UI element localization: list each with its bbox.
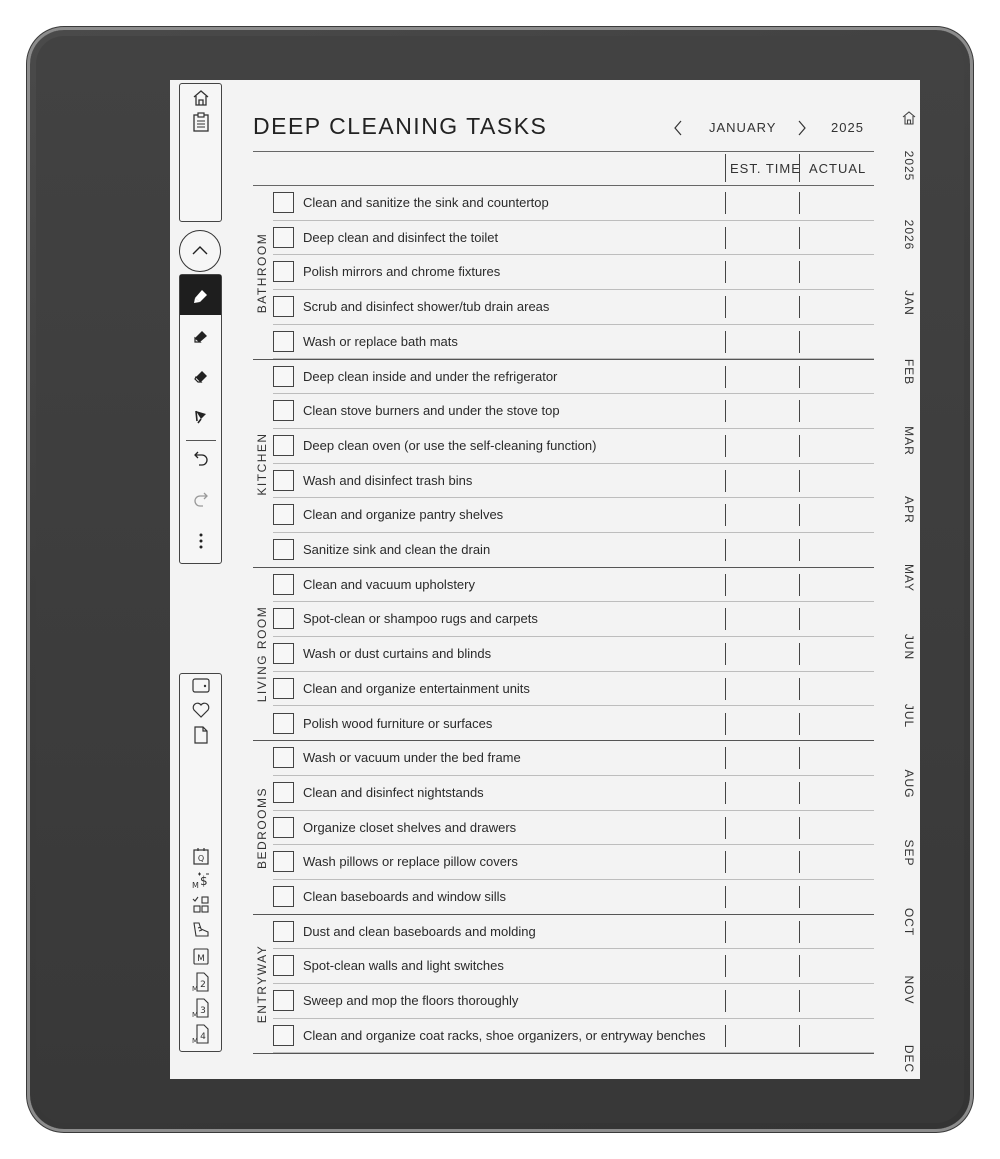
actual-cell[interactable] (799, 261, 800, 283)
side-tab[interactable]: OCT (902, 907, 916, 936)
shoe-icon[interactable] (191, 920, 211, 940)
task-text: Clean and organize coat racks, shoe organizers, or entryway benches (303, 1027, 706, 1043)
highlighter-icon[interactable] (192, 327, 210, 345)
side-tab[interactable]: JUL (902, 703, 916, 728)
task-row (253, 776, 874, 811)
task-checkbox[interactable] (273, 400, 294, 421)
svg-text:M: M (192, 881, 199, 890)
actual-cell[interactable] (799, 539, 800, 561)
est-time-cell[interactable] (725, 678, 726, 700)
pen-icon (192, 286, 210, 304)
est-time-cell[interactable] (725, 366, 726, 388)
actual-cell[interactable] (799, 331, 800, 353)
svg-text:M: M (192, 1037, 199, 1045)
actual-cell[interactable] (799, 886, 800, 908)
est-time-cell[interactable] (725, 504, 726, 526)
est-time-cell[interactable] (725, 400, 726, 422)
checklist-icon[interactable] (191, 895, 211, 915)
actual-cell[interactable] (799, 192, 800, 214)
m-icon-label: M (197, 954, 205, 964)
task-checkbox[interactable] (273, 851, 294, 872)
est-time-cell[interactable] (725, 713, 726, 735)
task-row (253, 915, 874, 950)
task-checkbox[interactable] (273, 990, 294, 1011)
section-rule (253, 1053, 874, 1054)
pen-tool-button[interactable] (180, 275, 221, 315)
est-time-cell[interactable] (725, 296, 726, 318)
task-checkbox[interactable] (273, 643, 294, 664)
eraser-icon[interactable] (192, 367, 210, 385)
est-time-cell[interactable] (725, 643, 726, 665)
task-text: Scrub and disinfect shower/tub drain areas (303, 299, 550, 315)
task-text: Clean and organize pantry shelves (303, 507, 504, 523)
m2-icon-label: 2 (200, 980, 206, 990)
marker-icon[interactable] (192, 407, 210, 425)
actual-cell[interactable] (799, 782, 800, 804)
est-time-cell[interactable] (725, 817, 726, 839)
chevron-right-icon[interactable] (797, 120, 807, 136)
task-row (253, 533, 874, 568)
actual-cell[interactable] (799, 574, 800, 596)
redo-icon[interactable] (192, 489, 210, 507)
svg-text:Q: Q (197, 854, 205, 863)
task-text: Wash and disinfect trash bins (303, 472, 473, 488)
task-checkbox[interactable] (273, 435, 294, 456)
task-text: Wash or replace bath mats (303, 333, 458, 349)
est-time-cell[interactable] (725, 1025, 726, 1047)
task-checkbox[interactable] (273, 886, 294, 907)
year-label[interactable]: 2025 (831, 120, 864, 135)
actual-cell[interactable] (799, 296, 800, 318)
task-checkbox[interactable] (273, 331, 294, 352)
calendar-q-icon[interactable] (192, 846, 210, 866)
task-checkbox[interactable] (273, 678, 294, 699)
svg-text:M: M (192, 1011, 199, 1019)
page-title: DEEP CLEANING TASKS (253, 113, 548, 139)
actual-cell[interactable] (799, 817, 800, 839)
task-checkbox[interactable] (273, 192, 294, 213)
task-row (253, 949, 874, 984)
est-time-cell[interactable] (725, 747, 726, 769)
task-checkbox[interactable] (273, 747, 294, 768)
actual-cell[interactable] (799, 1025, 800, 1047)
task-checkbox[interactable] (273, 713, 294, 734)
side-tab[interactable]: MAY (902, 564, 916, 593)
actual-cell[interactable] (799, 470, 800, 492)
home-icon[interactable] (191, 88, 211, 108)
task-checkbox[interactable] (273, 955, 294, 976)
side-tab[interactable]: 2025 (902, 150, 916, 182)
est-time-cell[interactable] (725, 921, 726, 943)
actual-cell[interactable] (799, 366, 800, 388)
task-row (253, 707, 874, 742)
m4-icon[interactable] (190, 1023, 212, 1045)
task-row (253, 602, 874, 637)
est-time-cell[interactable] (725, 955, 726, 977)
toolbar-bottom (179, 673, 222, 1052)
task-row (253, 186, 874, 221)
svg-text:M: M (192, 985, 199, 993)
money-icon[interactable] (190, 870, 212, 890)
task-text: Organize closet shelves and drawers (303, 819, 517, 835)
task-row (253, 880, 874, 915)
actual-cell[interactable] (799, 643, 800, 665)
side-tab[interactable]: JAN (902, 290, 916, 317)
task-row (253, 325, 874, 360)
task-text: Polish mirrors and chrome fixtures (303, 264, 501, 280)
est-time-cell[interactable] (725, 782, 726, 804)
task-text: Spot-clean or shampoo rugs and carpets (303, 611, 538, 627)
task-text: Deep clean and disinfect the toilet (303, 229, 499, 245)
side-tab[interactable]: FEB (902, 358, 916, 386)
est-time-cell[interactable] (725, 608, 726, 630)
side-tab[interactable]: DEC (902, 1044, 916, 1074)
m-icon[interactable] (192, 946, 210, 966)
actual-cell[interactable] (799, 851, 800, 873)
side-tab[interactable]: SEP (902, 839, 916, 867)
task-checkbox[interactable] (273, 608, 294, 629)
task-checkbox[interactable] (273, 1025, 294, 1046)
est-time-cell[interactable] (725, 851, 726, 873)
task-checkbox[interactable] (273, 227, 294, 248)
task-checkbox[interactable] (273, 296, 294, 317)
task-text: Sanitize sink and clean the drain (303, 542, 491, 557)
est-time-cell[interactable] (725, 435, 726, 457)
task-text: Sweep and mop the floors thoroughly (303, 993, 519, 1009)
est-time-cell[interactable] (725, 886, 726, 908)
toolbar-divider (186, 440, 216, 441)
task-checkbox[interactable] (273, 470, 294, 491)
toolbar-tools (179, 274, 222, 564)
task-row (253, 741, 874, 776)
chevron-up-icon (191, 243, 209, 257)
m3-icon-label: 3 (200, 1006, 206, 1016)
actual-cell[interactable] (799, 955, 800, 977)
actual-cell[interactable] (799, 608, 800, 630)
task-row (253, 394, 874, 429)
section-label: BEDROOMS (255, 786, 269, 869)
task-checkbox[interactable] (273, 261, 294, 282)
task-checkbox[interactable] (273, 539, 294, 560)
month-label: JANUARY (709, 120, 777, 135)
task-row (253, 498, 874, 533)
undo-icon[interactable] (192, 448, 210, 466)
task-text: Wash or vacuum under the bed frame (303, 750, 521, 766)
task-row (253, 811, 874, 846)
task-checkbox[interactable] (273, 921, 294, 942)
side-tab[interactable]: MAR (902, 425, 916, 456)
collapse-toolbar-button[interactable] (179, 230, 221, 272)
est-time-cell[interactable] (725, 227, 726, 249)
m4-icon-label: 4 (200, 1032, 206, 1042)
task-row (253, 464, 874, 499)
side-tab[interactable]: 2026 (902, 219, 916, 251)
task-row (253, 984, 874, 1019)
more-icon[interactable] (198, 533, 204, 549)
task-text: Clean and vacuum upholstery (303, 576, 475, 592)
chevron-left-icon[interactable] (673, 120, 683, 136)
svg-text:$: $ (200, 874, 208, 888)
actual-cell[interactable] (799, 921, 800, 943)
task-checkbox[interactable] (273, 574, 294, 595)
est-time-cell[interactable] (725, 539, 726, 561)
task-text: Clean and disinfect nightstands (303, 784, 484, 800)
task-row (253, 255, 874, 290)
wallet-icon[interactable] (191, 676, 211, 694)
task-checkbox[interactable] (273, 504, 294, 525)
actual-cell[interactable] (799, 990, 800, 1012)
heart-icon[interactable] (191, 701, 211, 719)
side-tab[interactable]: APR (902, 495, 916, 524)
task-text: Clean baseboards and window sills (303, 889, 507, 904)
task-text: Wash or dust curtains and blinds (303, 646, 492, 662)
task-text: Wash pillows or replace pillow covers (303, 854, 518, 870)
notebook-icon[interactable] (192, 112, 210, 132)
actual-header: ACTUAL (809, 161, 867, 176)
task-row (253, 429, 874, 464)
task-row (253, 360, 874, 395)
task-checkbox[interactable] (273, 782, 294, 803)
actual-cell[interactable] (799, 504, 800, 526)
toolbar-top (179, 83, 222, 222)
task-text: Deep clean inside and under the refrigerator (303, 368, 558, 384)
task-checkbox[interactable] (273, 817, 294, 838)
task-row (253, 221, 874, 256)
col-divider (725, 154, 726, 182)
task-text: Deep clean oven (or use the self-cleaning function) (303, 437, 597, 453)
est-time-cell[interactable] (725, 331, 726, 353)
est-time-header: EST. TIME (730, 161, 801, 176)
actual-cell[interactable] (799, 678, 800, 700)
task-text: Polish wood furniture or surfaces (303, 715, 493, 731)
est-time-cell[interactable] (725, 990, 726, 1012)
section-label: LIVING ROOM (255, 606, 269, 703)
task-text: Clean and sanitize the sink and countertop (303, 195, 549, 210)
task-row (253, 1019, 874, 1054)
task-text: Spot-clean walls and light switches (303, 958, 504, 974)
actual-cell[interactable] (799, 400, 800, 422)
task-checkbox[interactable] (273, 366, 294, 387)
task-text: Clean and organize entertainment units (303, 680, 530, 696)
est-time-cell[interactable] (725, 261, 726, 283)
task-row (253, 568, 874, 603)
m3-icon[interactable] (190, 997, 212, 1019)
home-side-icon[interactable] (901, 110, 917, 126)
header-rule (253, 151, 874, 152)
actual-cell[interactable] (799, 435, 800, 457)
task-row (253, 290, 874, 325)
side-tab[interactable]: JUN (902, 633, 916, 661)
section-label: ENTRYWAY (255, 944, 269, 1024)
m2-icon[interactable] (190, 971, 212, 993)
est-time-cell[interactable] (725, 574, 726, 596)
task-text: Dust and clean baseboards and molding (303, 923, 536, 939)
actual-cell[interactable] (799, 747, 800, 769)
task-row (253, 672, 874, 707)
task-row (253, 637, 874, 672)
est-time-cell[interactable] (725, 470, 726, 492)
section-label: BATHROOM (255, 232, 269, 313)
section-label: KITCHEN (255, 432, 269, 496)
document-icon[interactable] (192, 725, 210, 745)
actual-cell[interactable] (799, 713, 800, 735)
est-time-cell[interactable] (725, 192, 726, 214)
actual-cell[interactable] (799, 227, 800, 249)
task-text: Clean stove burners and under the stove top (303, 403, 560, 419)
task-row (253, 845, 874, 880)
side-tab[interactable]: NOV (902, 975, 916, 1005)
side-tab[interactable]: AUG (902, 769, 916, 799)
screen (170, 80, 920, 1079)
